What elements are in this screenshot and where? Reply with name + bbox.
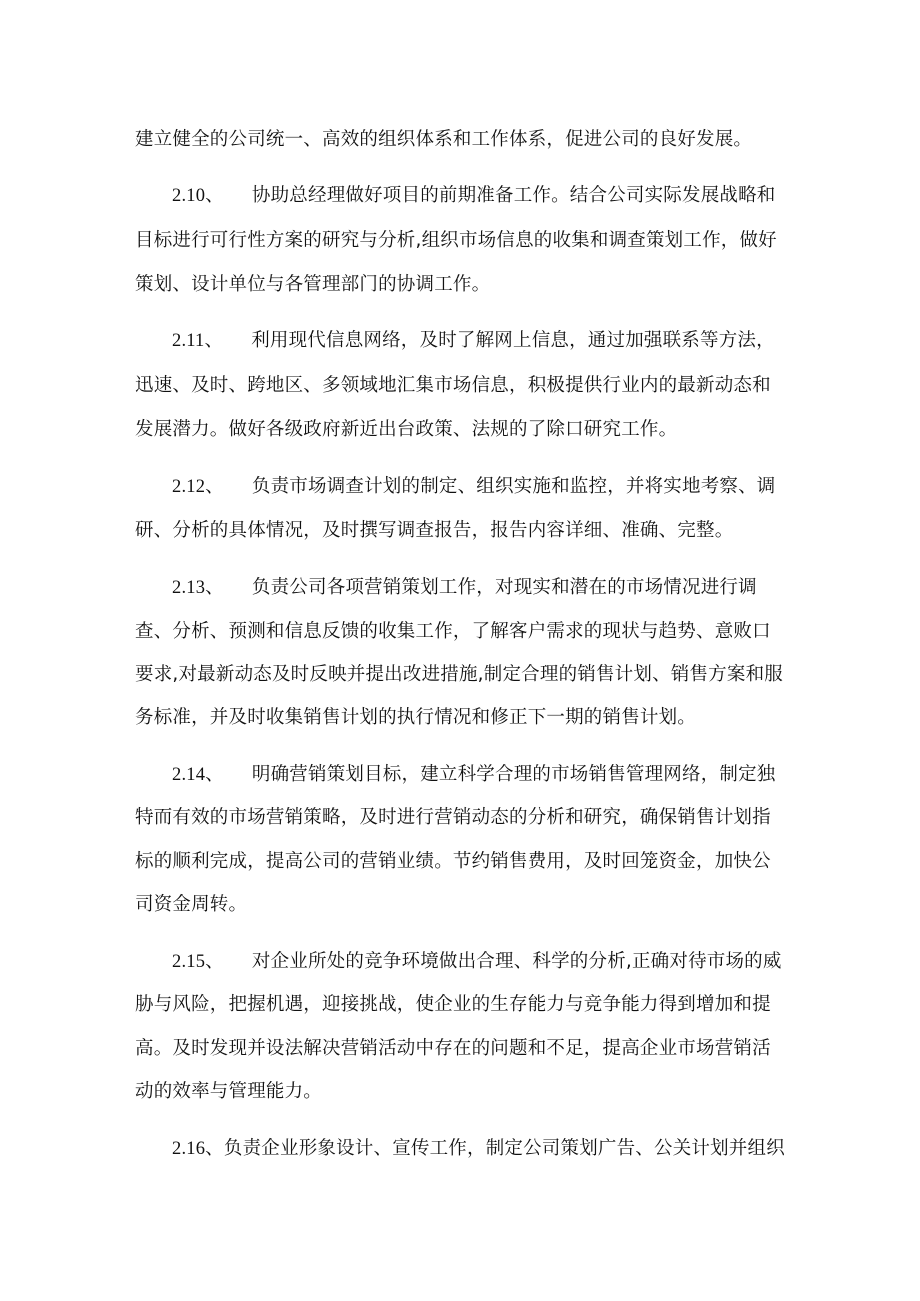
item-2-14-line [135,893,247,917]
paragraph-text: 负责公司各项营销策划工作，对现实和潜在的市场情况进行调 [251,577,757,598]
item-2-13-line [135,706,696,730]
paragraph-text: 务标准，并及时收集销售计划的执行情况和修正下一期的销售计划。 [135,707,697,728]
paragraph-text: 负责企业形象设计、宣传工作，制定公司策划广告、公关计划并组织 [223,1138,785,1159]
item-number: 2.14、 [172,765,224,785]
item-number: 2.15、 [172,952,224,972]
item-2-14-first-line [172,763,776,787]
item-2-16-first-line [172,1137,785,1161]
item-2-15-line [135,1037,771,1061]
paragraph-text: 利用现代信息网络，及时了解网上信息，通过加强联系等方法， [251,330,775,351]
paragraph-text: 目标进行可行性方案的研究与分析,组织市场信息的收集和调查策划工作，做好 [135,230,777,251]
paragraph-text: 研、分析的具体情况，及时撰写调查报告，报告内容详细、准确、完整。 [135,520,734,541]
intro-line [135,128,752,152]
paragraph-text: 明确营销策划目标，建立科学合理的市场销售管理网络，制定独 [251,764,776,785]
item-2-13-first-line [172,576,757,600]
paragraph-text: 迅速、及时、跨地区、多领域地汇集市场信息，积极提供行业内的最新动态和 [135,375,771,396]
item-2-12-first-line [172,475,776,499]
item-number: 2.11、 [172,331,224,351]
item-2-15-first-line [172,950,782,974]
item-2-15-line [135,993,771,1017]
item-2-11-line [135,418,677,442]
item-number: 2.13、 [172,578,224,598]
paragraph-text: 发展潜力。做好各级政府新近出台政策、法规的了除口研究工作。 [135,419,678,440]
paragraph-text: 要求,对最新动态及时反映并提出改进措施,制定合理的销售计划、销售方案和服 [135,664,783,685]
item-2-11-line [135,374,771,398]
paragraph-text: 对企业所处的竞争环境做出合理、科学的分析,正确对待市场的威 [251,951,782,972]
paragraph-text: 查、分析、预测和信息反馈的收集工作，了解客户需求的现状与趋势、意败口 [135,621,771,642]
item-2-12-line [135,519,733,543]
item-2-13-line [135,620,771,644]
paragraph-text: 特而有效的市场营销策略，及时进行营销动态的分析和研究，确保销售计划指 [135,807,771,828]
paragraph-text: 胁与风险，把握机遇，迎接挑战，使企业的生存能力与竞争能力得到增加和提 [135,994,771,1015]
paragraph-text: 建立健全的公司统一、高效的组织体系和工作体系，促进公司的良好发展。 [135,129,753,150]
item-number: 2.16、 [172,1139,224,1159]
paragraph-text: 负责市场调查计划的制定、组织实施和监控，并将实地考察、调 [251,476,776,497]
paragraph-text: 协助总经理做好项目的前期准备工作。结合公司实际发展战略和 [251,185,776,206]
paragraph-text: 动的效率与管理能力。 [135,1081,323,1102]
item-2-10-first-line [172,184,776,208]
item-2-13-line [135,663,783,687]
item-2-10-line [135,229,777,253]
item-number: 2.10、 [172,186,224,206]
paragraph-text: 策划、设计单位与各管理部门的协调工作。 [135,274,491,295]
item-2-15-line [135,1080,322,1104]
paragraph-text: 司资金周转。 [135,894,248,915]
item-2-14-line [135,850,771,874]
paragraph-text: 高。及时发现并设法解决营销活动中存在的问题和不足，提高企业市场营销活 [135,1038,771,1059]
item-2-10-line [135,273,490,297]
item-2-11-first-line [172,329,775,353]
item-2-14-line [135,806,771,830]
paragraph-text: 标的顺利完成，提高公司的营销业绩。节约销售费用，及时回笼资金，加快公 [135,851,771,872]
item-number: 2.12、 [172,477,224,497]
